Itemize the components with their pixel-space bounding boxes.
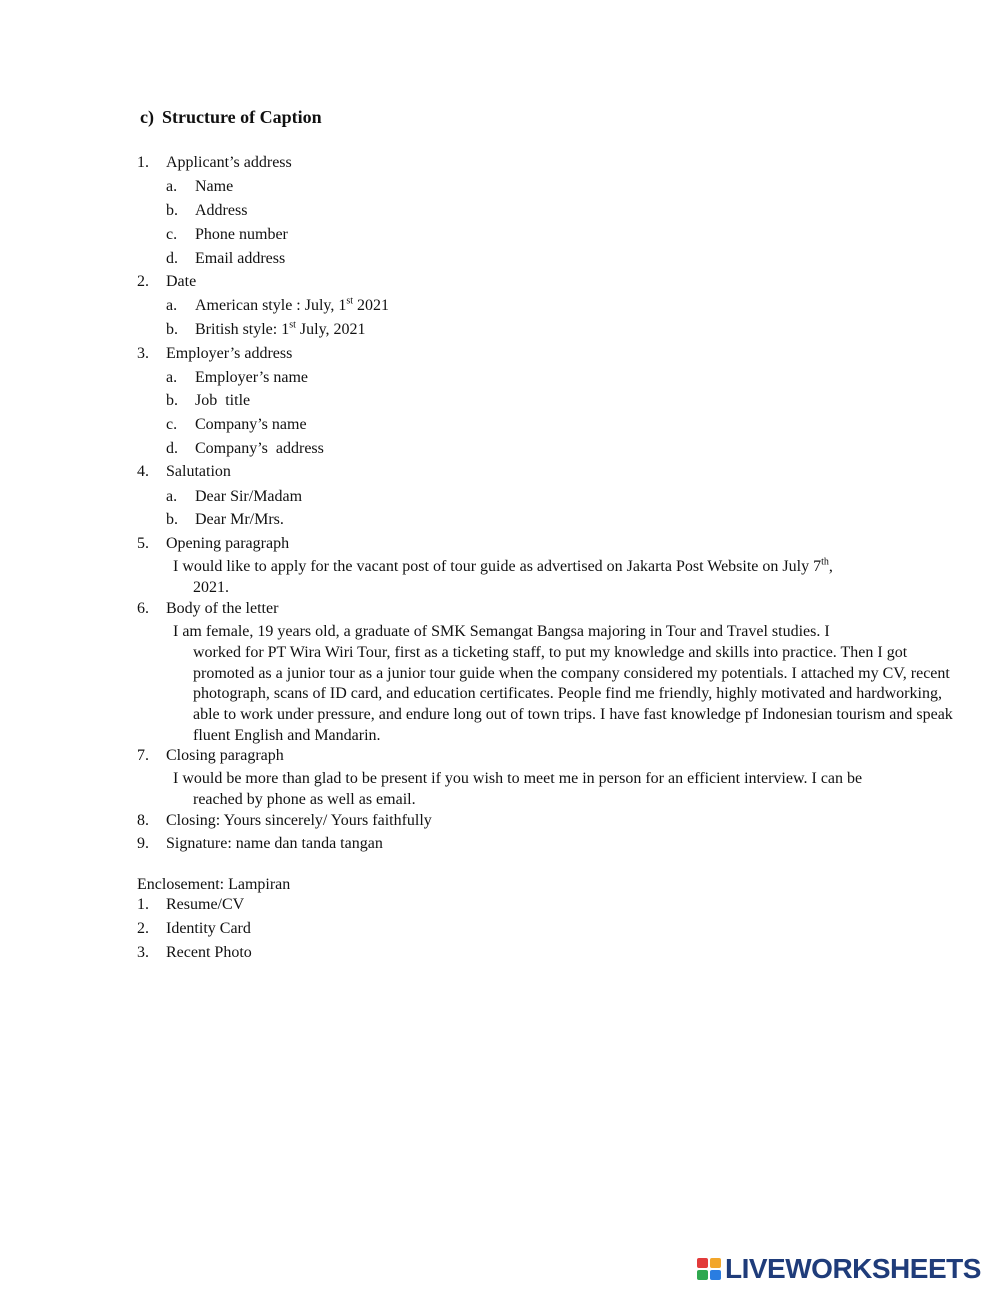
sub-letter: b. [166,392,178,409]
sub-text: Name [195,178,234,195]
logo-block [710,1258,721,1268]
sub-text: Phone number [195,226,288,243]
logo-text: LIVEWORKSHEETS [725,1253,981,1284]
section-heading [140,107,322,128]
item-number: 9. [137,835,149,852]
closing-paragraph [173,769,963,811]
sub-text: Employer’s name [195,369,309,386]
sub-text: Dear Sir/Madam [195,488,303,505]
item-text: Employer’s address [166,345,293,362]
date-year: July, 2021 [295,321,366,338]
logo-block [710,1270,721,1280]
item-text: Resume/CV [166,896,245,913]
paragraph-first-line: I would be more than glad to be present if you wish to meet me in person for an efficient interview. I can be [173,770,863,787]
sub-text: Company’s address [195,440,324,457]
sub-letter: a. [166,369,178,386]
sub-letter: a. [166,488,178,505]
body-paragraph [173,622,958,747]
item-number: 3. [137,345,149,362]
paragraph-rest: 2021. [193,578,229,596]
item-number: 5. [137,535,149,552]
item-number: 1. [137,896,149,913]
paragraph-rest: reached by phone as well as email. [193,790,416,808]
sub-letter: b. [166,511,178,528]
item-text: Signature: name dan tanda tangan [166,835,383,852]
sub-letter: b. [166,202,178,219]
item-text: Closing paragraph [166,747,284,764]
sub-letter: d. [166,250,178,267]
date-year: 2021 [353,297,390,314]
paragraph-text: I would like to apply for the vacant post of tour guide as advertised on Jakarta Post Website on July 7 [173,558,822,575]
sub-text [195,320,366,340]
item-number: 4. [137,463,149,480]
sub-letter: c. [166,226,178,243]
sub-letter: a. [166,178,178,195]
item-number: 1. [137,154,149,171]
opening-paragraph [173,557,963,599]
item-text: Salutation [166,463,231,480]
item-number: 7. [137,747,149,764]
sub-letter: c. [166,416,178,433]
item-text: Closing: Yours sincerely/ Yours faithfully [166,812,432,829]
item-text: Date [166,273,197,290]
logo-blocks-icon [697,1258,721,1280]
paragraph-punct: , [828,558,833,575]
item-number: 3. [137,944,149,961]
item-number: 6. [137,600,149,617]
enclosement-title-text: Enclosement: Lampiran [137,876,291,893]
ordinal-suffix: st [346,295,354,307]
item-text: Recent Photo [166,944,252,961]
sub-text: Job title [195,392,251,409]
liveworksheets-logo [697,1254,981,1284]
logo-block [697,1258,708,1268]
paragraph-first-line [173,557,963,578]
logo-block [697,1270,708,1280]
sub-text [195,296,389,316]
item-number: 2. [137,273,149,290]
paragraph-first-line: I am female, 19 years old, a graduate of SMK Semangat Bangsa majoring in Tour and Travel studies. I [173,623,830,640]
ordinal-suffix: st [289,319,296,331]
section-label: c) [140,107,154,127]
item-text: Identity Card [166,920,251,937]
sub-text: Company’s name [195,416,307,433]
ordinal-suffix: th [821,556,829,568]
sub-letter: b. [166,321,178,338]
sub-text: Address [195,202,248,219]
item-text: Body of the letter [166,600,279,617]
item-text: Applicant’s address [166,154,292,171]
item-text: Opening paragraph [166,535,290,552]
sub-text: Email address [195,250,286,267]
date-text: American style : July, 1 [195,297,347,314]
paragraph-rest: worked for PT Wira Wiri Tour, first as a ticketing staff, to put my knowledge and skills into practice. Then I got promoted as a junior tour as a junior tour guide when the company considered my potentials. I attached my CV, recent photograph, scans of ID card, and education certificates. People find me friendly, highly motivated and hardworking, able to work under pressure, and endure long out of town trips. I have fast knowledge pf Indonesian tourism and speak fluent English and Mandarin. [193,643,953,744]
item-number: 2. [137,920,149,937]
sub-letter: a. [166,297,178,314]
date-text: British style: 1 [195,321,290,338]
item-number: 8. [137,812,149,829]
section-title: Structure of Caption [161,107,322,127]
sub-text: Dear Mr/Mrs. [195,511,284,528]
sub-letter: d. [166,440,178,457]
